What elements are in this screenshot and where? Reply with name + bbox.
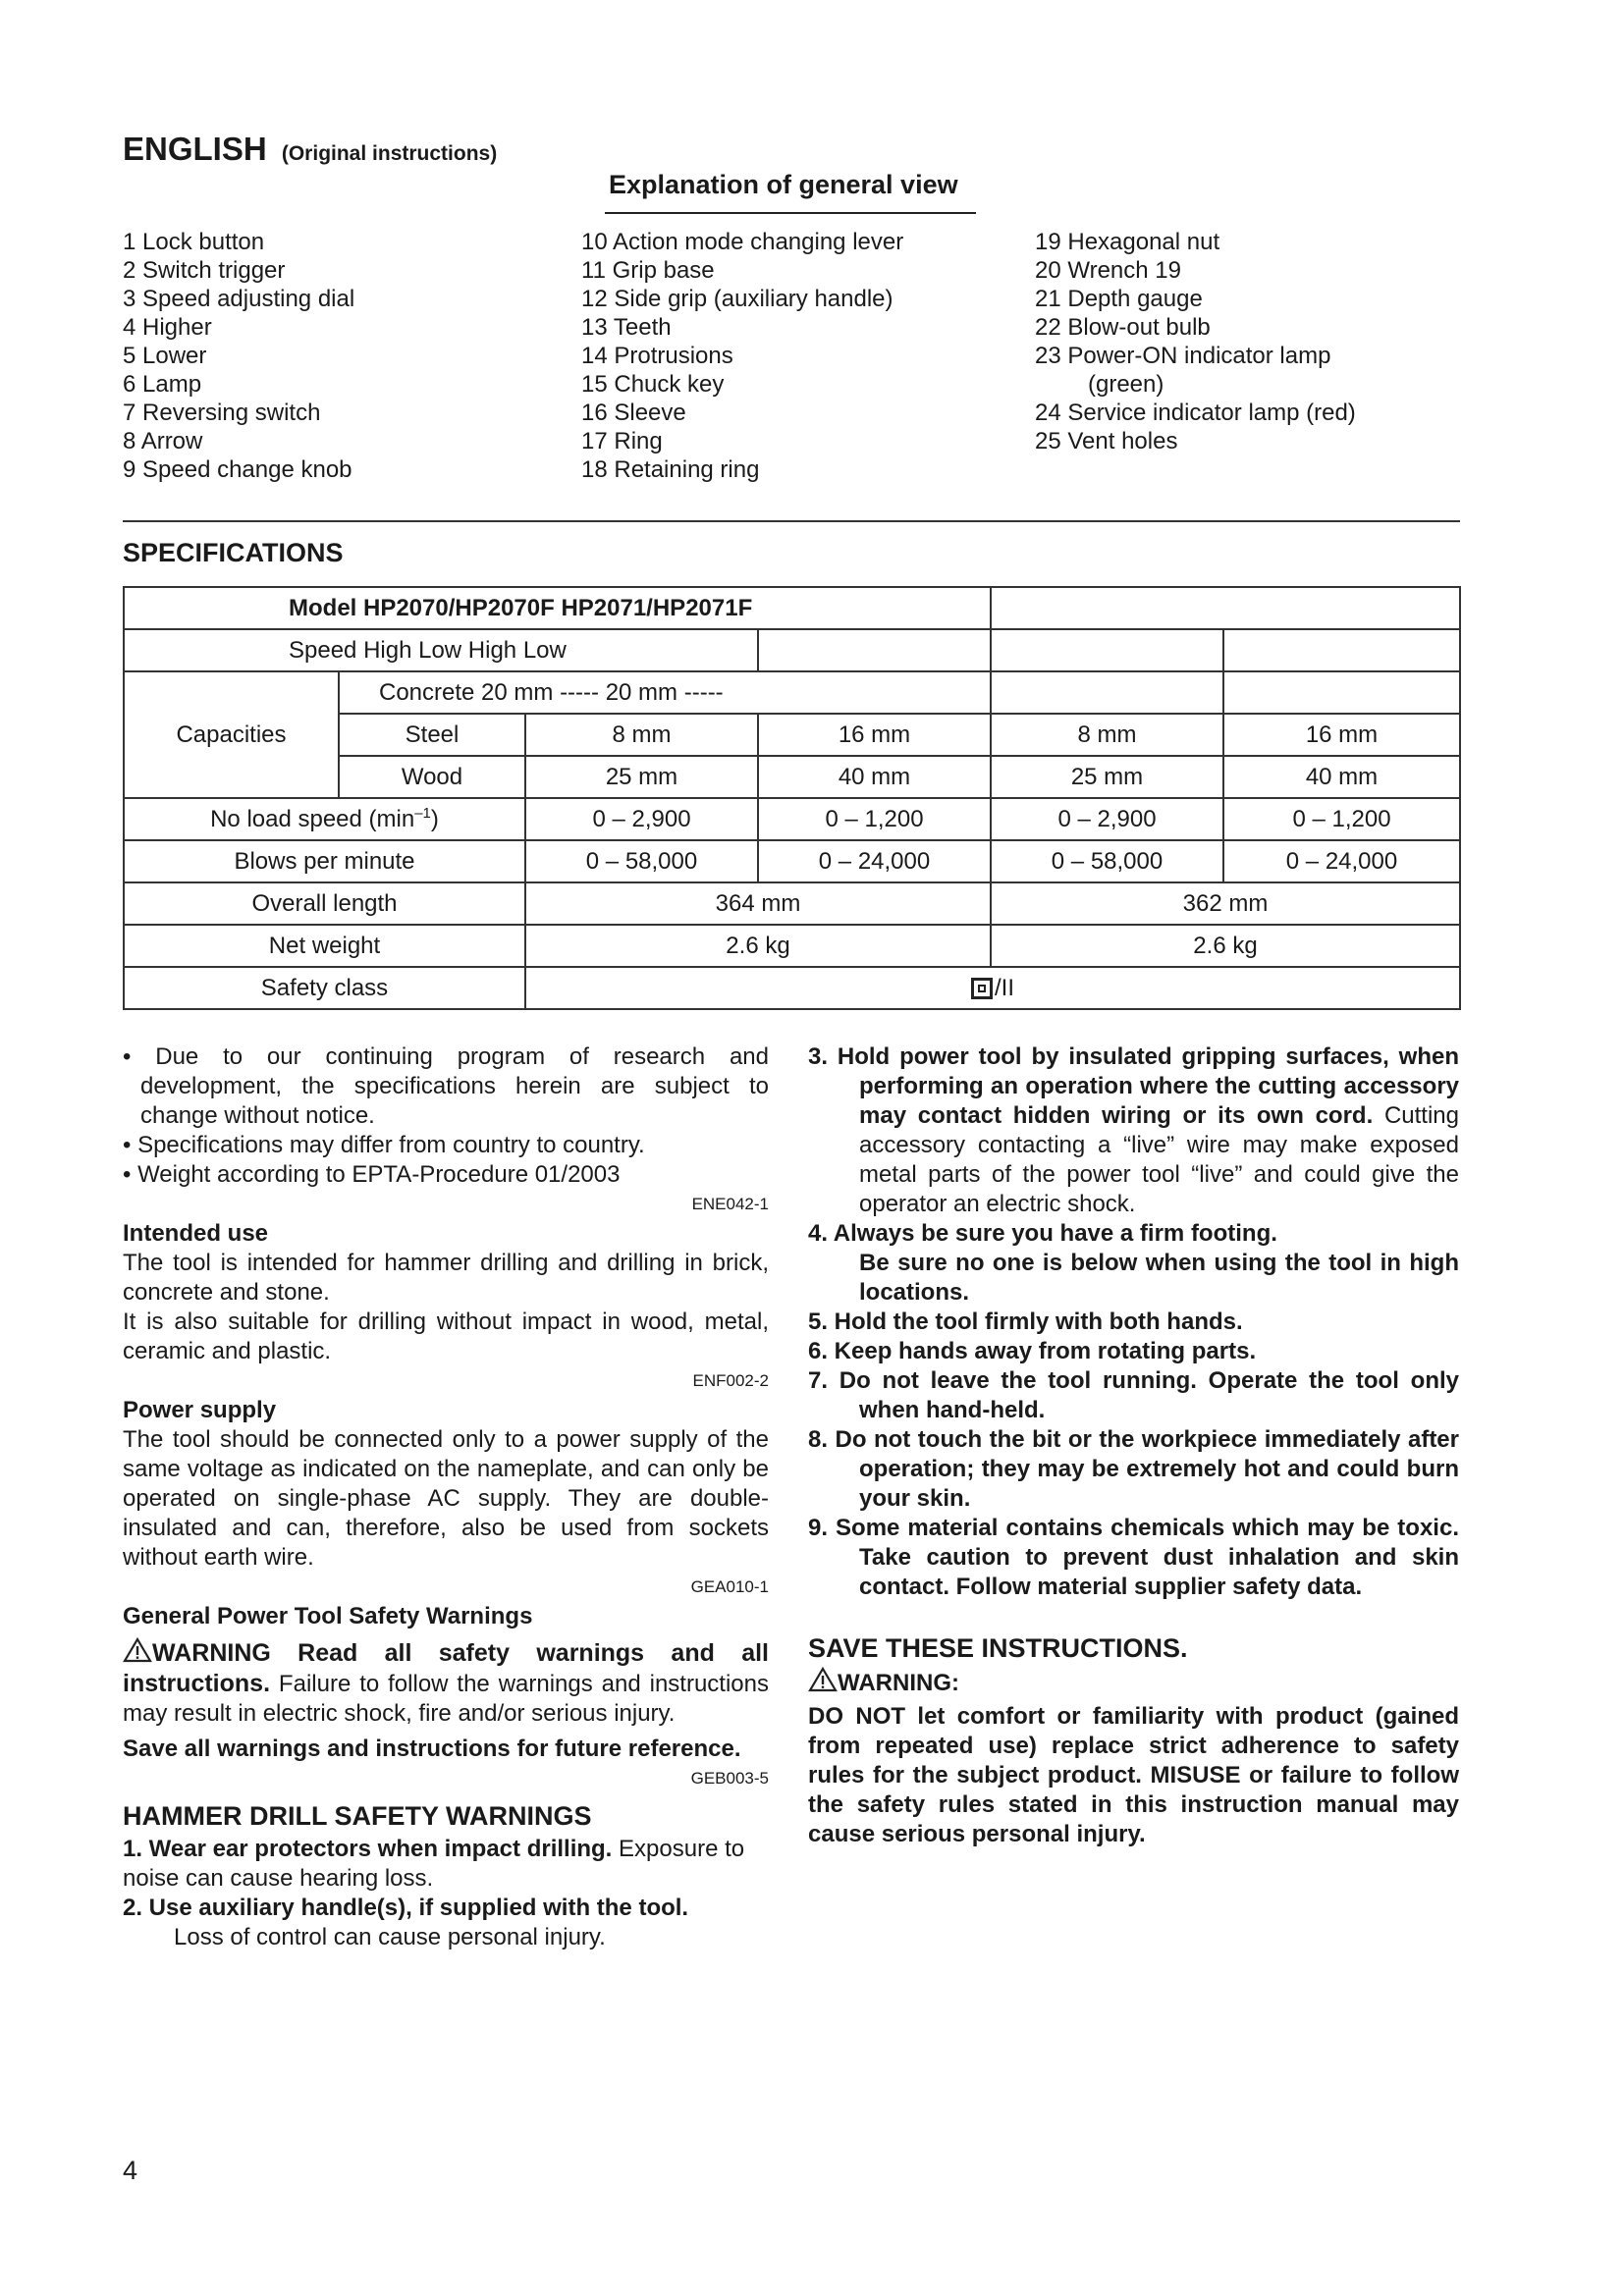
bullet-item: • Due to our continuing program of research and development, the specifications herein are subject to change without notice. [123, 1043, 769, 1129]
table-cell: 8 mm [991, 714, 1223, 756]
list-item: 4 Higher [123, 314, 212, 341]
item-bold: 3. Hold power tool by insulated gripping surfaces, when performing an operation where the cutting accessory may contact hidden wiring or its own cord. [808, 1043, 1459, 1129]
speed-header-cell: Speed High Low High Low [124, 629, 758, 671]
table-cell: 25 mm [525, 756, 758, 798]
table-cell [525, 967, 1460, 1009]
bullet-item: • Specifications may differ from country to country. [123, 1132, 645, 1158]
table-cell: 364 mm [525, 882, 991, 925]
safety-item-4-text: Be sure no one is below when using the tool in high locations. [859, 1250, 1459, 1306]
table-cell: 2.6 kg [525, 925, 991, 967]
table-cell: Wood [339, 756, 525, 798]
list-item: 19 Hexagonal nut [1035, 229, 1220, 255]
table-cell: 0 – 58,000 [991, 840, 1223, 882]
table-row [124, 671, 1460, 714]
save-warnings-text: Save all warnings and instructions for future reference. [123, 1735, 741, 1762]
table-row [124, 925, 1460, 967]
table-cell [1223, 629, 1460, 671]
doc-code: ENE042-1 [691, 1195, 769, 1213]
warning-triangle-icon [123, 1637, 152, 1663]
list-item: 22 Blow-out bulb [1035, 314, 1211, 341]
warning-label [808, 1667, 1459, 1698]
general-view-underline [605, 212, 976, 214]
power-supply-text: The tool should be connected only to a power supply of the same voltage as indicated on the nameplate, and can only be operated on single-phase AC supply. They are double-insulated and can, therefore, also be used from sockets without earth wire. [123, 1426, 769, 1571]
table-cell: 8 mm [525, 714, 758, 756]
table-row [124, 587, 1460, 629]
table-cell: 16 mm [758, 714, 991, 756]
row-label-close: ) [430, 806, 439, 832]
list-item: 14 Protrusions [581, 343, 733, 369]
hammer-item-2: 2. Use auxiliary handle(s), if supplied with the tool. [123, 1895, 689, 1921]
parts-list-col-1 [123, 228, 354, 484]
table-cell: 40 mm [758, 756, 991, 798]
table-cell: 0 – 24,000 [758, 840, 991, 882]
item-rest: Exposure to noise can cause hearing loss. [123, 1836, 745, 1892]
table-cell [124, 798, 525, 840]
table-row [124, 967, 1460, 1009]
specifications-table [123, 586, 1461, 1010]
warning-bold: WARNING Read all safety warnings and all instructions. [123, 1639, 769, 1697]
parts-list-col-3 [1035, 228, 1356, 455]
hammer-item-2-text: Loss of control can cause personal injury. [174, 1924, 606, 1950]
list-item: (green) [1088, 371, 1164, 398]
table-cell: 0 – 2,900 [991, 798, 1223, 840]
table-cell: 0 – 1,200 [1223, 798, 1460, 840]
list-item: 23 Power-ON indicator lamp [1035, 343, 1331, 369]
table-cell: 16 mm [1223, 714, 1460, 756]
warning-label-text: WARNING: [838, 1670, 959, 1696]
page-number: 4 [123, 2156, 138, 2185]
language-heading: ENGLISH [123, 131, 267, 167]
warning-rest: Failure to follow the warnings and instructions may result in electric shock, fire and/or serious injury. [123, 1671, 769, 1727]
table-cell: Blows per minute [124, 840, 525, 882]
list-item: 11 Grip base [581, 257, 715, 284]
general-view-title: Explanation of general view [609, 170, 958, 199]
safety-class-value: /II [994, 974, 1014, 1001]
table-cell: 0 – 2,900 [525, 798, 758, 840]
list-item: 8 Arrow [123, 428, 203, 454]
specifications-heading: SPECIFICATIONS [123, 538, 344, 567]
concrete-row-cell: Concrete 20 mm ----- 20 mm ----- [339, 671, 991, 714]
table-cell: 0 – 24,000 [1223, 840, 1460, 882]
hammer-item-1 [123, 1835, 769, 1894]
power-supply-heading: Power supply [123, 1397, 277, 1423]
list-item: 25 Vent holes [1035, 428, 1178, 454]
misuse-warning-text: DO NOT let comfort or familiarity with product (gained from repeated use) replace strict adherence to safety rules for the subject product. MISUSE or failure to follow the safety rules stated in this instruction manual may cause serious personal injury. [808, 1703, 1459, 1847]
bullet-item: • Weight according to EPTA-Procedure 01/2003 [123, 1161, 621, 1188]
list-item: 2 Switch trigger [123, 257, 286, 284]
table-cell [1223, 671, 1460, 714]
table-cell: 362 mm [991, 882, 1460, 925]
list-item: 20 Wrench 19 [1035, 257, 1181, 284]
warning-triangle-icon [808, 1667, 838, 1692]
item-rest: Cutting accessory contacting a “live” wire may make exposed metal parts of the power tool “live” and could give the operator an electric shock. [859, 1102, 1459, 1217]
table-cell: 0 – 58,000 [525, 840, 758, 882]
table-row [124, 840, 1460, 882]
list-item: 18 Retaining ring [581, 456, 760, 483]
table-cell: 2.6 kg [991, 925, 1460, 967]
right-column [808, 1042, 1459, 1849]
safety-item-5: 5. Hold the tool firmly with both hands. [808, 1308, 1243, 1335]
language-subtitle: (Original instructions) [281, 142, 498, 165]
capacities-label: Capacities [124, 671, 339, 798]
safety-item-7: 7. Do not leave the tool running. Operate the tool only when hand-held. [808, 1367, 1459, 1423]
table-cell [758, 629, 991, 671]
list-item: 24 Service indicator lamp (red) [1035, 400, 1356, 426]
list-item: 9 Speed change knob [123, 456, 352, 483]
parts-list-col-2 [581, 228, 903, 484]
safety-item-9: 9. Some material contains chemicals which may be toxic. Take caution to prevent dust inhalation and skin contact. Follow material supplier safety data. [808, 1515, 1459, 1600]
doc-code: GEB003-5 [690, 1769, 769, 1788]
table-cell: 0 – 1,200 [758, 798, 991, 840]
table-row [124, 882, 1460, 925]
list-item: 7 Reversing switch [123, 400, 321, 426]
list-item: 12 Side grip (auxiliary handle) [581, 286, 893, 312]
item-bold: 1. Wear ear protectors when impact drilling. [123, 1836, 613, 1862]
table-cell: Net weight [124, 925, 525, 967]
list-item: 10 Action mode changing lever [581, 229, 904, 255]
list-item: 15 Chuck key [581, 371, 725, 398]
table-cell: Steel [339, 714, 525, 756]
general-warning-text [123, 1637, 769, 1729]
list-item: 5 Lower [123, 343, 207, 369]
safety-item-4: 4. Always be sure you have a firm footing. [808, 1220, 1277, 1247]
doc-code: GEA010-1 [690, 1577, 769, 1596]
row-label-exponent: –1 [414, 805, 431, 822]
safety-item-3 [808, 1042, 1459, 1219]
table-cell [991, 629, 1223, 671]
list-item: 17 Ring [581, 428, 663, 454]
table-cell: 40 mm [1223, 756, 1460, 798]
table-cell: 25 mm [991, 756, 1223, 798]
save-instructions-heading: SAVE THESE INSTRUCTIONS. [808, 1633, 1188, 1663]
table-cell [991, 671, 1223, 714]
list-item: 13 Teeth [581, 314, 672, 341]
list-item: 6 Lamp [123, 371, 202, 398]
page-heading [123, 131, 497, 168]
intended-use-heading: Intended use [123, 1220, 269, 1247]
safety-item-6: 6. Keep hands away from rotating parts. [808, 1338, 1257, 1364]
intended-use-text: The tool is intended for hammer drilling and drilling in brick, concrete and stone. [123, 1250, 769, 1306]
double-insulation-icon [971, 978, 993, 999]
hammer-drill-heading: HAMMER DRILL SAFETY WARNINGS [123, 1801, 592, 1831]
table-cell: Overall length [124, 882, 525, 925]
left-column [123, 1042, 769, 1952]
table-row [124, 798, 1460, 840]
table-cell [991, 587, 1460, 629]
list-item: 1 Lock button [123, 229, 265, 255]
list-item: 16 Sleeve [581, 400, 686, 426]
table-row [124, 629, 1460, 671]
list-item: 3 Speed adjusting dial [123, 286, 355, 312]
model-header-cell: Model HP2070/HP2070F HP2071/HP2071F [124, 587, 991, 629]
table-cell: Safety class [124, 967, 525, 1009]
doc-code: ENF002-2 [692, 1371, 769, 1390]
intended-use-text-2: It is also suitable for drilling without impact in wood, metal, ceramic and plastic. [123, 1308, 769, 1364]
general-warnings-heading: General Power Tool Safety Warnings [123, 1603, 533, 1629]
row-label: No load speed (min [210, 806, 415, 832]
list-item: 21 Depth gauge [1035, 286, 1203, 312]
section-divider [123, 520, 1460, 522]
safety-item-8: 8. Do not touch the bit or the workpiece immediately after operation; they may be extremely hot and could burn your skin. [808, 1426, 1459, 1512]
